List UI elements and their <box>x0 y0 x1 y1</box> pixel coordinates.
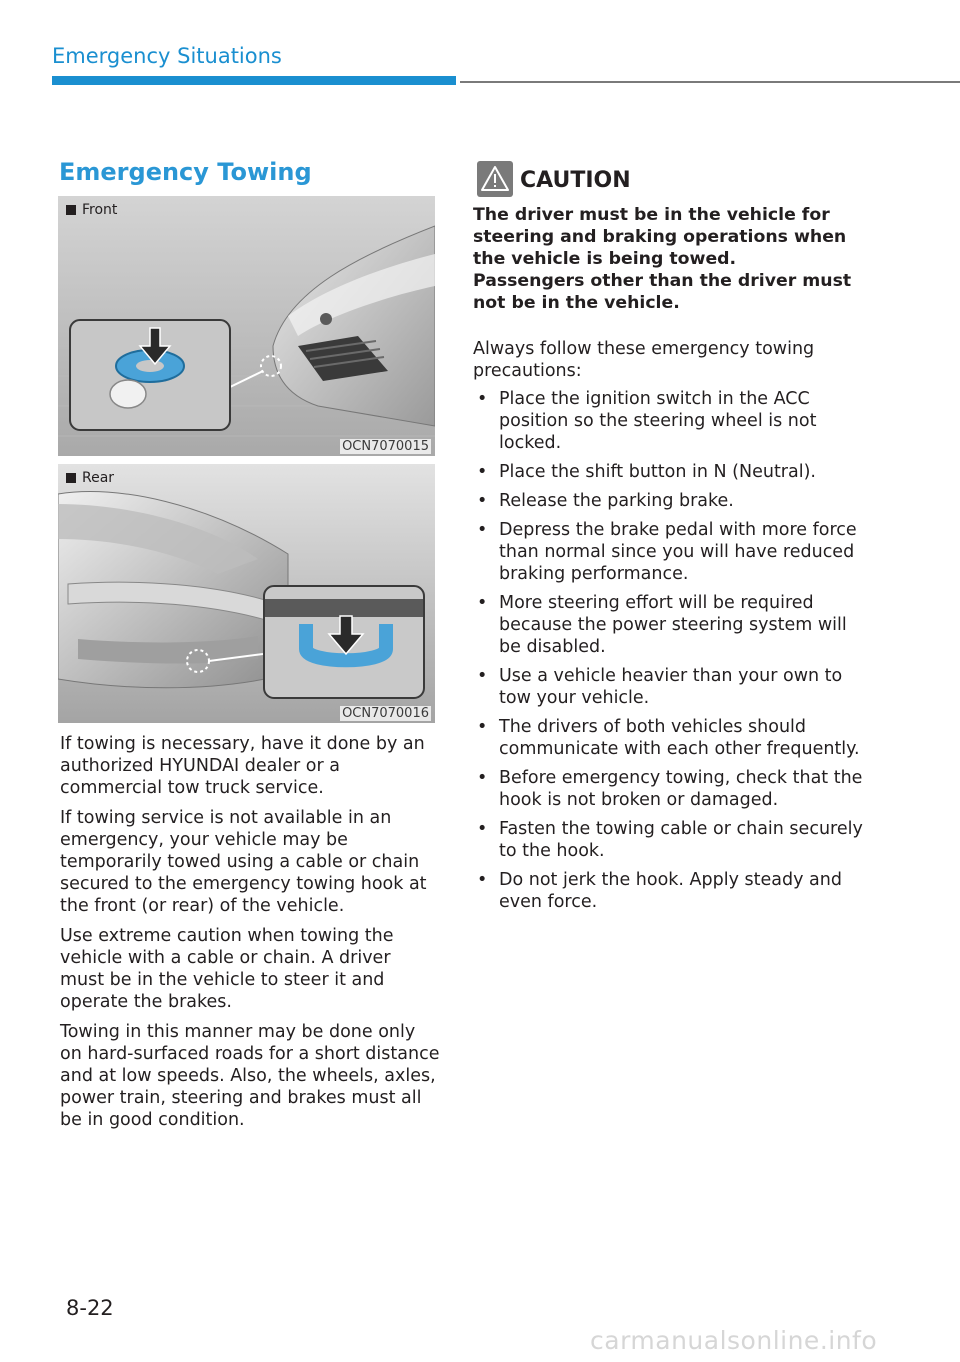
precautions-intro: Always follow these emergency towing precautions: <box>473 339 815 381</box>
bullet-icon: • <box>477 389 488 409</box>
precautions-section <box>473 338 863 920</box>
paragraph: Use extreme caution when towing the vehicle with a cable or chain. A driver must be in the vehicle to steer it and operate the brakes. <box>60 926 394 1012</box>
paragraph: Towing in this manner may be done only on hard-surfaced roads for a short distance and at low speeds. Also, the wheels, axles, power train, steering and brakes must all be in good condition. <box>60 1022 440 1130</box>
list-item <box>473 490 863 512</box>
bullet-icon: • <box>477 593 488 613</box>
list-item-text: Release the parking brake. <box>499 491 734 511</box>
list-item <box>473 767 863 811</box>
bullet-icon: • <box>477 491 488 511</box>
paragraph: If towing is necessary, have it done by an authorized HYUNDAI dealer or a commercial tow truck service. <box>60 734 425 798</box>
label-square-icon <box>66 205 76 215</box>
bullet-icon: • <box>477 870 488 890</box>
list-item <box>473 818 863 862</box>
list-item <box>473 592 863 658</box>
list-item <box>473 519 863 585</box>
list-item-text: More steering effort will be required because the power steering system will be disabled. <box>499 593 847 657</box>
front-car-illustration <box>58 196 435 456</box>
towing-description <box>60 733 440 1139</box>
list-item <box>473 461 863 483</box>
bullet-icon: • <box>477 819 488 839</box>
list-item-text: Depress the brake pedal with more force than normal since you will have reduced braking performance. <box>499 520 857 584</box>
rear-figure-label <box>66 470 114 486</box>
label-square-icon <box>66 473 76 483</box>
bullet-icon: • <box>477 717 488 737</box>
rear-label-text: Rear <box>82 470 115 486</box>
list-item-text: Place the shift button in N (Neutral). <box>499 462 816 482</box>
front-label-text: Front <box>82 202 118 218</box>
list-item-text: Use a vehicle heavier than your own to tow your vehicle. <box>499 666 843 708</box>
front-towing-hook-figure <box>58 196 435 456</box>
rear-towing-hook-figure <box>58 464 435 723</box>
bullet-icon: • <box>477 520 488 540</box>
watermark-link[interactable]: carmanualsonline.info <box>590 1326 878 1355</box>
rear-car-illustration <box>58 464 435 723</box>
list-item-text: Fasten the towing cable or chain securely to the hook. <box>499 819 863 861</box>
warning-icon <box>477 161 513 197</box>
header-divider-line <box>460 81 960 83</box>
page-number: 8-22 <box>66 1296 114 1320</box>
section-title: Emergency Towing <box>59 158 312 186</box>
list-item-text: The drivers of both vehicles should communicate with each other frequently. <box>499 717 860 759</box>
rear-figure-code: OCN7070016 <box>342 706 429 721</box>
list-item <box>473 665 863 709</box>
front-figure-label <box>66 202 117 218</box>
list-item-text: Before emergency towing, check that the hook is not broken or damaged. <box>499 768 863 810</box>
list-item <box>473 869 863 913</box>
paragraph: If towing service is not available in an emergency, your vehicle may be temporarily towed using a cable or chain secured to the emergency towing hook at the front (or rear) of the vehicle. <box>60 808 427 916</box>
header-accent-bar <box>52 76 456 85</box>
list-item <box>473 388 863 454</box>
list-item-text: Do not jerk the hook. Apply steady and even force. <box>499 870 842 912</box>
precautions-list <box>473 388 863 913</box>
bullet-icon: • <box>477 666 488 686</box>
list-item-text: Place the ignition switch in the ACC position so the steering wheel is not locked. <box>499 389 817 453</box>
page-header-title: Emergency Situations <box>52 44 282 68</box>
caution-title: CAUTION <box>520 168 631 193</box>
bullet-icon: • <box>477 462 488 482</box>
bullet-icon: • <box>477 768 488 788</box>
caution-text: The driver must be in the vehicle for steering and braking operations when the vehicle is being towed. Passengers other than the driver must not be in the vehicle. <box>473 205 852 313</box>
list-item <box>473 716 863 760</box>
front-figure-code: OCN7070015 <box>342 439 429 454</box>
